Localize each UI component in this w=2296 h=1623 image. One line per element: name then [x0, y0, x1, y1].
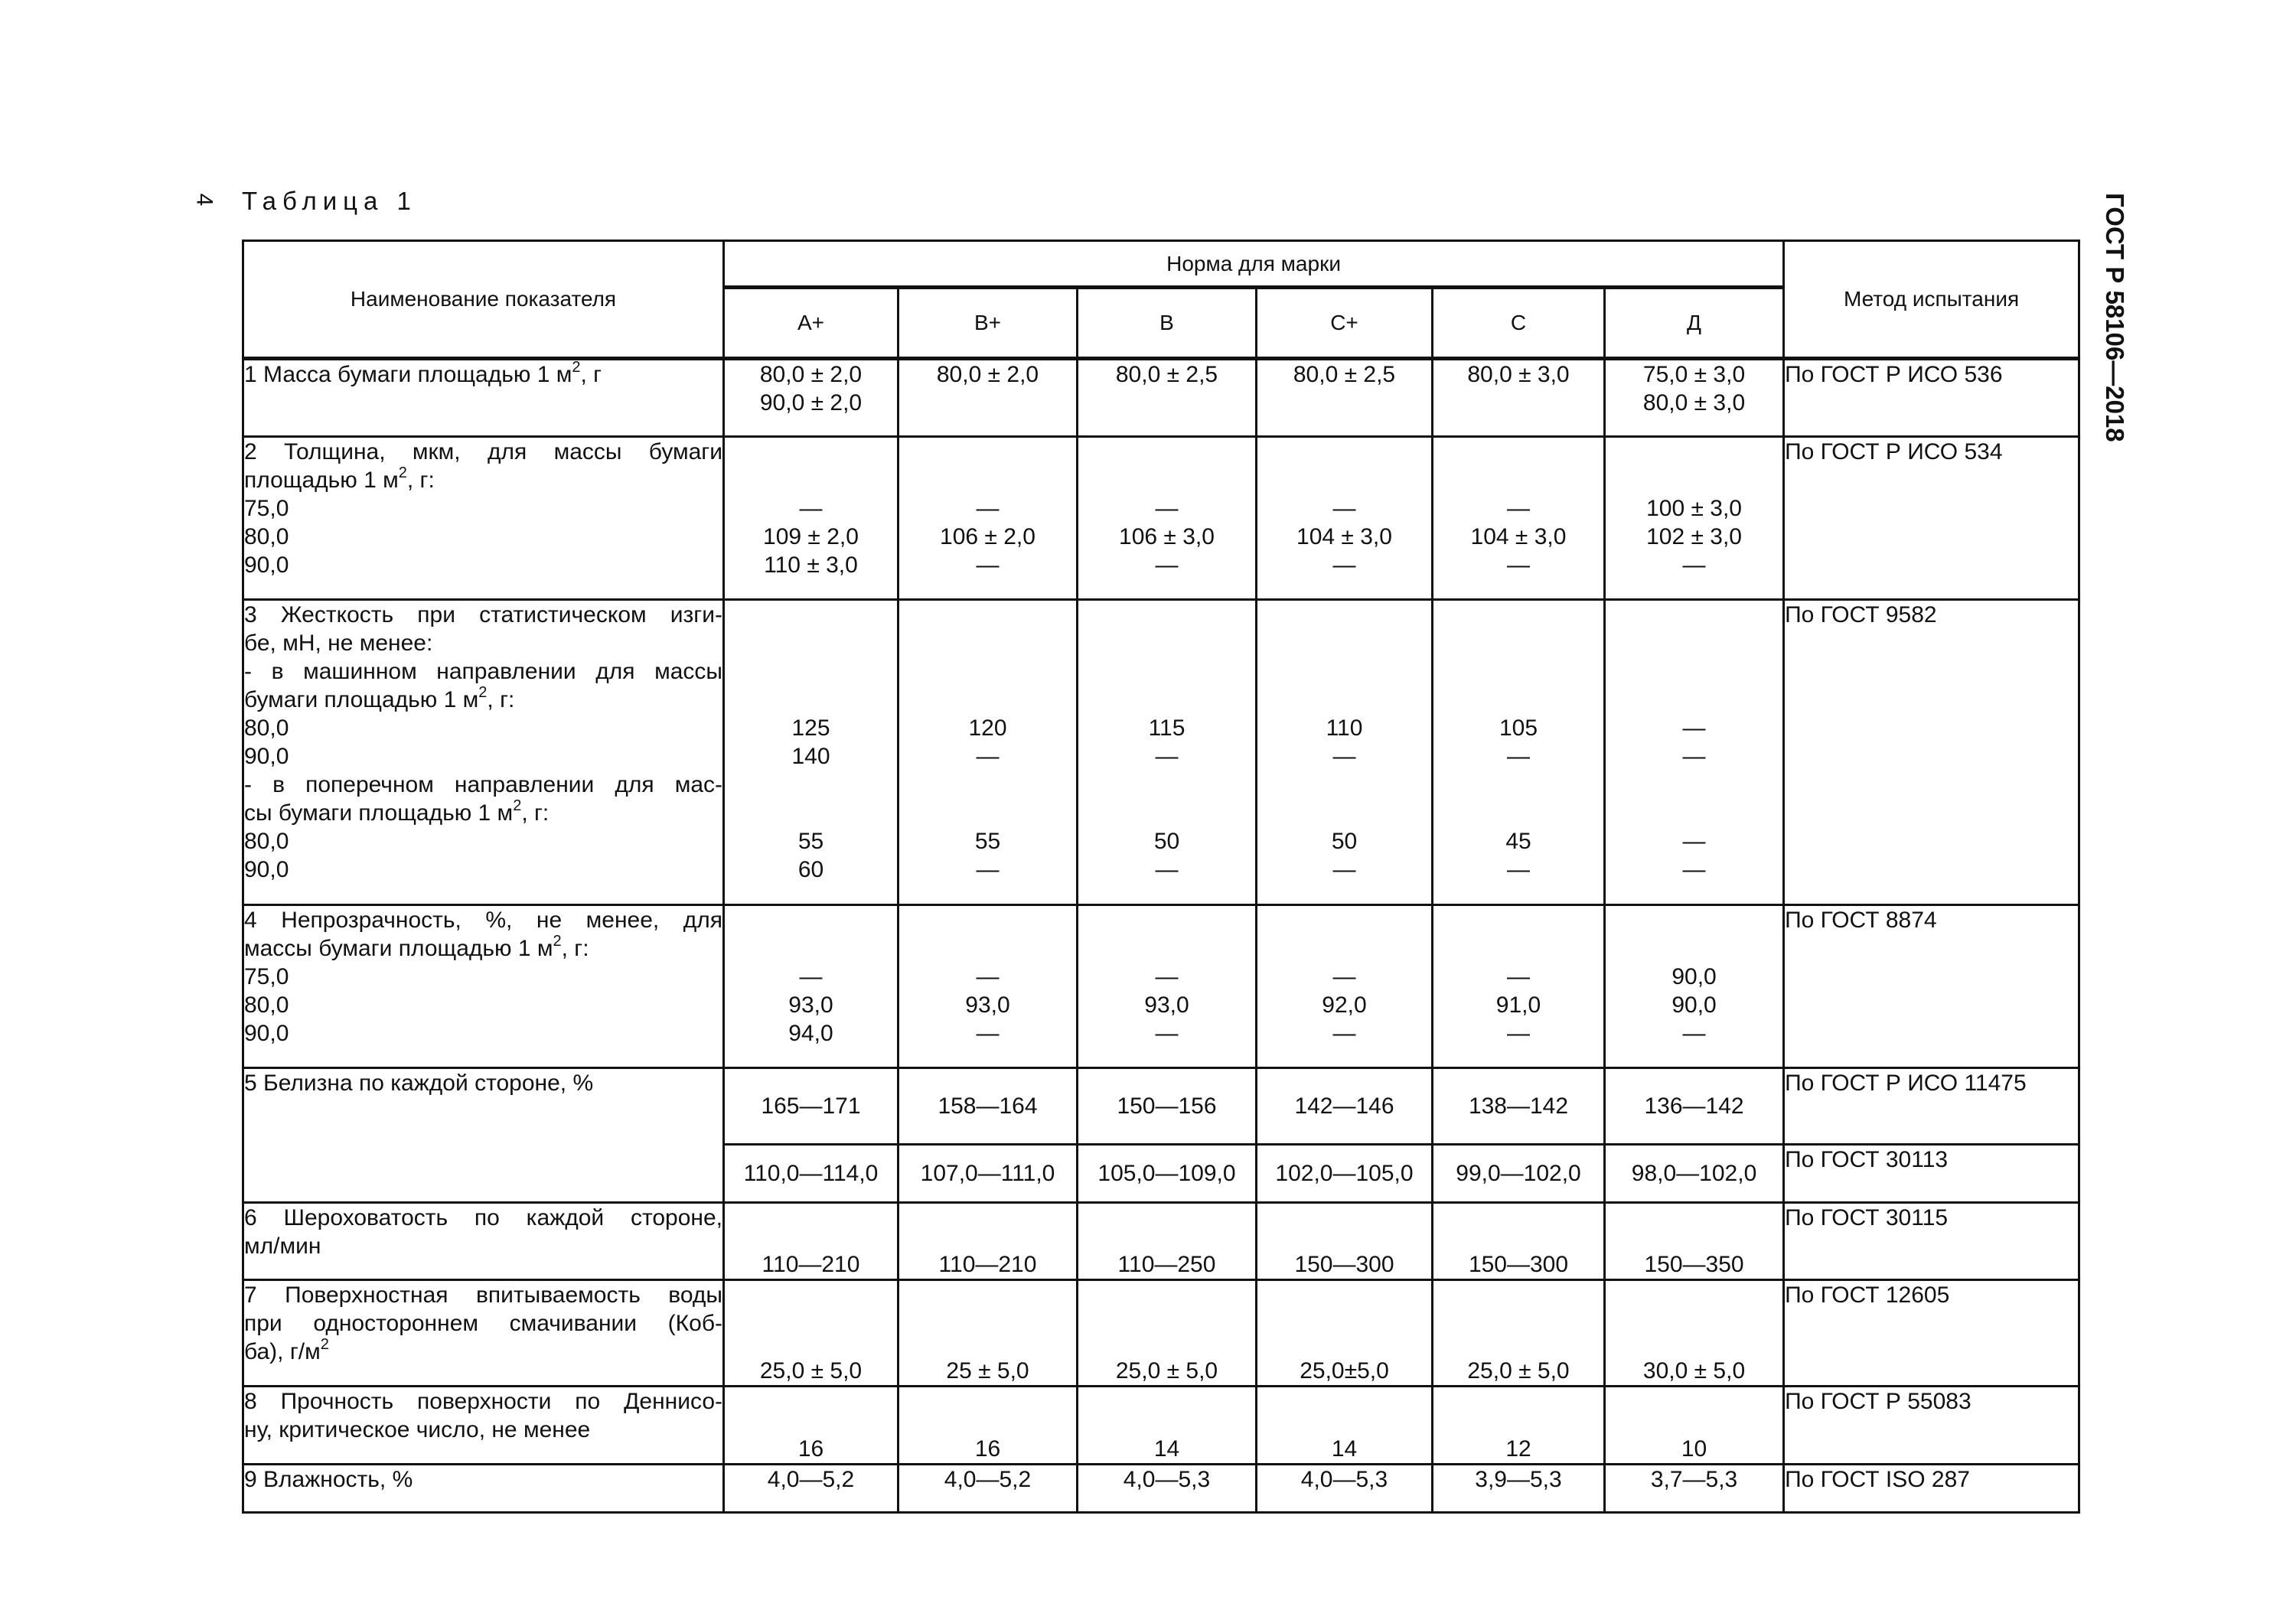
norm-value: 150—300 [1433, 1203, 1605, 1280]
norm-value: 120 — 55 — [899, 600, 1078, 905]
norm-value: 75,0 ± 3,0 80,0 ± 3,0 [1605, 359, 1784, 437]
norm-value: — 91,0 — [1433, 905, 1605, 1068]
norm-value: 150—300 [1257, 1203, 1433, 1280]
norm-value: 80,0 ± 2,0 90,0 ± 2,0 [724, 359, 899, 437]
norm-value: 110—210 [899, 1203, 1078, 1280]
table-row [243, 1465, 2079, 1513]
norm-value: 115 — 50 — [1078, 600, 1257, 905]
norm-value: 30,0 ± 5,0 [1605, 1280, 1784, 1387]
norm-value: 14 [1078, 1387, 1257, 1465]
indicator-name: 7 Поверхностная впитываемость воды при одностороннем смачивании (Коб- ба), $г/м^2$ [243, 1280, 724, 1387]
norm-value: 4,0—5,3 [1257, 1465, 1433, 1513]
specification-table [242, 240, 2080, 1514]
norm-value: 80,0 ± 2,5 [1257, 359, 1433, 437]
table-row [243, 1203, 2079, 1280]
norm-value: 25,0 ± 5,0 [724, 1280, 899, 1387]
indicator-name: 2 Толщина, мкм, для массы бумаги площадью 1 $м^2$, г: 75,0 80,0 90,0 [243, 437, 724, 600]
norm-value: — — — — [1605, 600, 1784, 905]
norm-value: 25 ± 5,0 [899, 1280, 1078, 1387]
table-row [243, 437, 2079, 600]
norm-value: 14 [1257, 1387, 1433, 1465]
norm-value: 16 [899, 1387, 1078, 1465]
norm-value: 98,0—102,0 [1605, 1145, 1784, 1203]
norm-value: — 93,0 94,0 [724, 905, 899, 1068]
norm-value: 4,0—5,2 [899, 1465, 1078, 1513]
table-caption: Таблица 1 [242, 187, 417, 215]
test-method: По ГОСТ 9582 [1784, 600, 2079, 905]
norm-value: — 106 ± 2,0 — [899, 437, 1078, 600]
table-header [243, 241, 2079, 359]
indicator-name: 4 Непрозрачность, %, не менее, для массы бумаги площадью 1 $м^2$, г: 75,0 80,0 90,0 [243, 905, 724, 1068]
norm-value: 80,0 ± 2,0 [899, 359, 1078, 437]
indicator-name: 5 Белизна по каждой стороне, % [243, 1068, 724, 1203]
header-grade: A+ [724, 288, 899, 359]
norm-value: 107,0—111,0 [899, 1145, 1078, 1203]
table-row [243, 600, 2079, 905]
header-grade: Д [1605, 288, 1784, 359]
norm-value: 80,0 ± 2,5 [1078, 359, 1257, 437]
indicator-name: 6 Шероховатость по каждой стороне, мл/мин [243, 1203, 724, 1280]
test-method: По ГОСТ 8874 [1784, 905, 2079, 1068]
norm-value: 25,0 ± 5,0 [1433, 1280, 1605, 1387]
test-method: По ГОСТ Р 55083 [1784, 1387, 2079, 1465]
norm-value: — 109 ± 2,0 110 ± 3,0 [724, 437, 899, 600]
norm-value: 25,0±5,0 [1257, 1280, 1433, 1387]
norm-value: 110—250 [1078, 1203, 1257, 1280]
test-method: По ГОСТ Р ИСО 11475 [1784, 1068, 2079, 1145]
norm-value: 25,0 ± 5,0 [1078, 1280, 1257, 1387]
table-row [243, 905, 2079, 1068]
header-indicator-name: Наименование показателя [243, 241, 724, 359]
norm-value: — 93,0 — [899, 905, 1078, 1068]
norm-value: 165—171 [724, 1068, 899, 1145]
norm-value: 16 [724, 1387, 899, 1465]
norm-value: 138—142 [1433, 1068, 1605, 1145]
norm-value: 3,9—5,3 [1433, 1465, 1605, 1513]
table-row [243, 359, 2079, 437]
norm-value: 4,0—5,2 [724, 1465, 899, 1513]
indicator-name: 9 Влажность, % [243, 1465, 724, 1513]
header-grade: B+ [899, 288, 1078, 359]
norm-value: 150—350 [1605, 1203, 1784, 1280]
header-grade: C [1433, 288, 1605, 359]
test-method: По ГОСТ 12605 [1784, 1280, 2079, 1387]
norm-value: — 106 ± 3,0 — [1078, 437, 1257, 600]
norm-value: 3,7—5,3 [1605, 1465, 1784, 1513]
norm-value: 10 [1605, 1387, 1784, 1465]
norm-value: 142—146 [1257, 1068, 1433, 1145]
indicator-name: 3 Жесткость при статистическом изги- бе, мН, не менее: - в машинном направлении для массы бумаги площадью 1 $м^2$, г: 80,0 90,0 - в поперечном направлении для мас- сы бумаги площадью 1 $м^2$, г: 80,0 90,0 [243, 600, 724, 905]
norm-value: 99,0—102,0 [1433, 1145, 1605, 1203]
norm-value: — 92,0 — [1257, 905, 1433, 1068]
header-test-method: Метод испытания [1784, 241, 2079, 359]
norm-value: 4,0—5,3 [1078, 1465, 1257, 1513]
norm-value: 100 ± 3,0 102 ± 3,0 — [1605, 437, 1784, 600]
indicator-name: 1 Масса бумаги площадью 1 $м^2$, г [243, 359, 724, 437]
norm-value: 102,0—105,0 [1257, 1145, 1433, 1203]
norm-value: 80,0 ± 3,0 [1433, 359, 1605, 437]
test-method: По ГОСТ ISO 287 [1784, 1465, 2079, 1513]
norm-value: 110 — 50 — [1257, 600, 1433, 905]
norm-value: — 104 ± 3,0 — [1433, 437, 1605, 600]
norm-value: 12 [1433, 1387, 1605, 1465]
norm-value: 110,0—114,0 [724, 1145, 899, 1203]
norm-value: 150—156 [1078, 1068, 1257, 1145]
header-norm-group: Норма для марки [724, 241, 1784, 288]
test-method: По ГОСТ 30113 [1784, 1145, 2079, 1203]
norm-value: — 93,0 — [1078, 905, 1257, 1068]
norm-value: 105 — 45 — [1433, 600, 1605, 905]
norm-value: 136—142 [1605, 1068, 1784, 1145]
norm-value: — 104 ± 3,0 — [1257, 437, 1433, 600]
table-row [243, 1387, 2079, 1465]
table-row [243, 1280, 2079, 1387]
norm-value: 90,0 90,0 — [1605, 905, 1784, 1068]
test-method: По ГОСТ Р ИСО 534 [1784, 437, 2079, 600]
norm-value: 125 140 55 60 [724, 600, 899, 905]
norm-value: 105,0—109,0 [1078, 1145, 1257, 1203]
table-row [243, 1068, 2079, 1145]
test-method: По ГОСТ Р ИСО 536 [1784, 359, 2079, 437]
test-method: По ГОСТ 30115 [1784, 1203, 2079, 1280]
page-number: 4 [191, 193, 217, 207]
indicator-name: 8 Прочность поверхности по Деннисо- ну, критическое число, не менее [243, 1387, 724, 1465]
norm-value: 110—210 [724, 1203, 899, 1280]
header-grade: C+ [1257, 288, 1433, 359]
document-code: ГОСТ Р 58106—2018 [2101, 193, 2129, 442]
norm-value: 158—164 [899, 1068, 1078, 1145]
header-grade: B [1078, 288, 1257, 359]
